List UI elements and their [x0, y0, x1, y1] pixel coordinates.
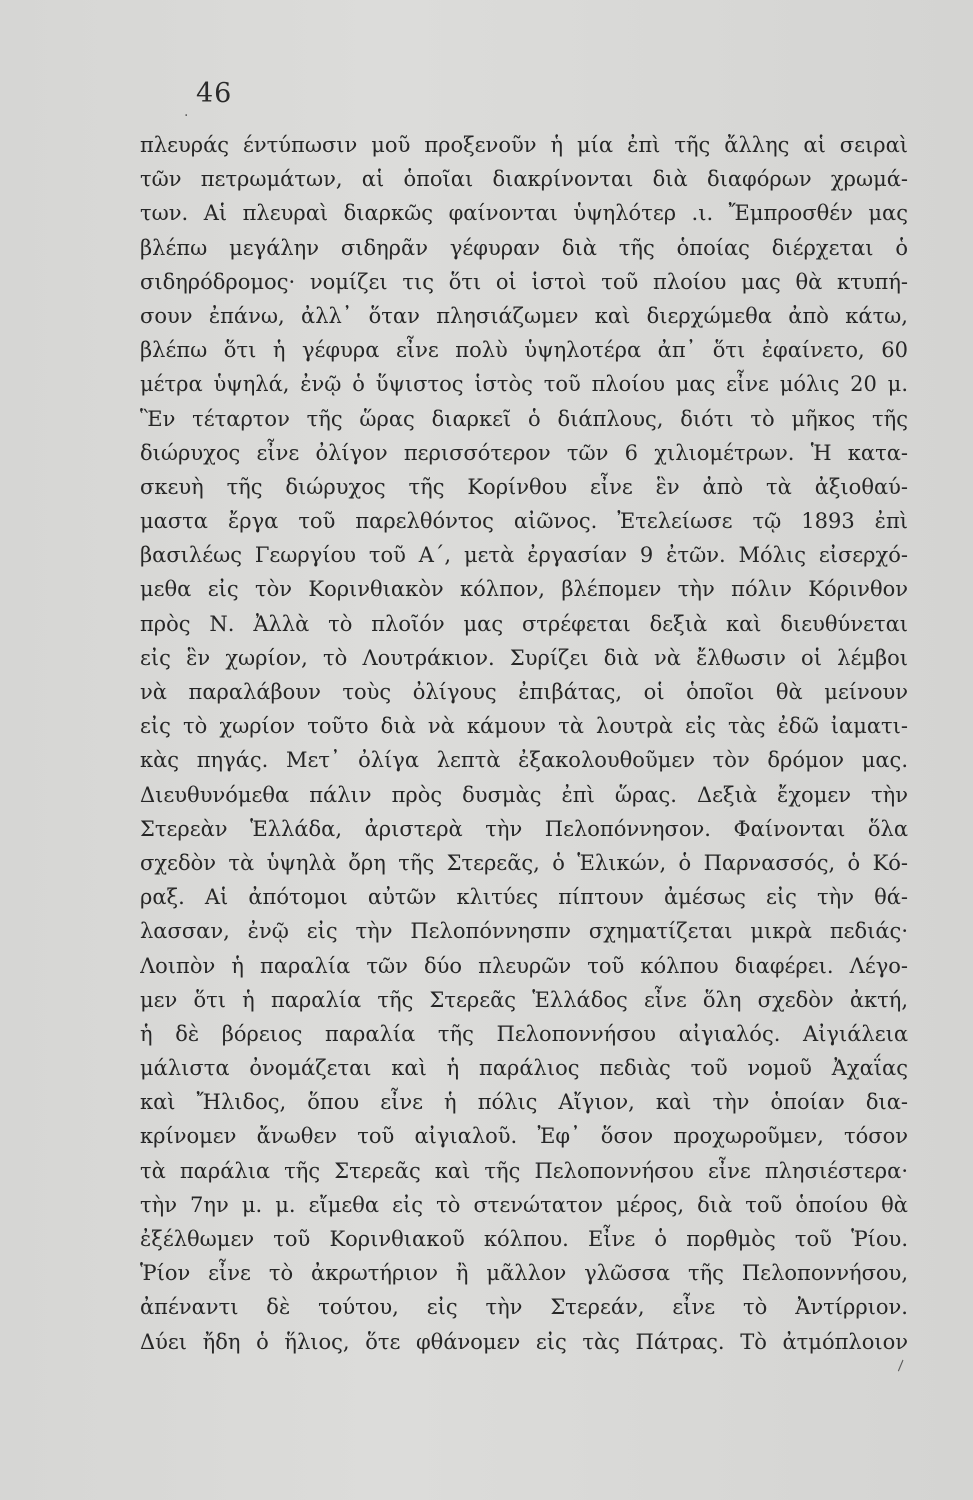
scan-speck: ·: [184, 108, 189, 124]
text-line: μεν ὅτι ἡ παραλία τῆς Στερεᾶς Ἑλλάδος εἶνε ὅλη σχεδὸν ἀκτή,: [140, 987, 908, 1012]
text-line: μάλιστα ὀνομάζεται καὶ ἡ παράλιος πεδιὰς τοῦ νομοῦ Ἀχαΐας: [140, 1056, 908, 1081]
text-line: βλέπω ὅτι ἡ γέφυρα εἶνε πολὺ ὑψηλοτέρα ἀπ᾽ ὅτι ἐφαίνετο, 60: [140, 338, 908, 363]
text-line: κὰς πηγάς. Μετ᾽ ὀλίγα λεπτὰ ἐξακολουθοῦμεν τὸν δρόμον μας.: [140, 748, 908, 773]
text-line: τὰ παράλια τῆς Στερεᾶς καὶ τῆς Πελοποννήσου εἶνε πλησιέστερα·: [140, 1158, 908, 1183]
text-line: ἀπέναντι δὲ τούτου, εἰς τὴν Στερεάν, εἶνε τὸ Ἀντίρριον.: [140, 1295, 908, 1320]
text-line: σχεδὸν τὰ ὑψηλὰ ὄρη τῆς Στερεᾶς, ὁ Ἑλικών, ὁ Παρνασσός, ὁ Κό-: [140, 850, 908, 875]
text-line: πρὸς Ν. Ἀλλὰ τὸ πλοῖόν μας στρέφεται δεξιὰ καὶ διευθύνεται: [140, 611, 908, 636]
text-line: βλέπω μεγάλην σιδηρᾶν γέφυραν διὰ τῆς ὁποίας διέρχεται ὁ: [140, 235, 908, 260]
text-line: κρίνομεν ἄνωθεν τοῦ αἰγιαλοῦ. Ἐφ᾽ ὅσον προχωροῦμεν, τόσον: [140, 1124, 908, 1149]
body-text: [140, 128, 908, 1359]
text-line: εἰς τὸ χωρίον τοῦτο διὰ νὰ κάμουν τὰ λουτρὰ εἰς τὰς ἐδῶ ἰαματι-: [140, 714, 908, 739]
page-number: 46: [196, 78, 233, 109]
text-line: βασιλέως Γεωργίου τοῦ Α΄, μετὰ ἐργασίαν 9 ἐτῶν. Μόλις εἰσερχό-: [140, 543, 908, 568]
text-line: Στερεὰν Ἑλλάδα, ἀριστερὰ τὴν Πελοπόννησον. Φαίνονται ὅλα: [140, 816, 908, 841]
scan-speck: \: [893, 1358, 908, 1374]
text-line: τὴν 7ην μ. μ. εἴμεθα εἰς τὸ στενώτατον μέρος, διὰ τοῦ ὁποίου θὰ: [140, 1192, 908, 1217]
text-line: σουν ἐπάνω, ἀλλ᾽ ὅταν πλησιάζωμεν καὶ διερχώμεθα ἀπὸ κάτω,: [140, 303, 908, 328]
text-line: μαστα ἔργα τοῦ παρελθόντος αἰῶνος. Ἐτελείωσε τῷ 1893 ἐπὶ: [140, 509, 908, 534]
text-line: εἰς ἓν χωρίον, τὸ Λουτράκιον. Συρίζει διὰ νὰ ἔλθωσιν οἱ λέμβοι: [140, 645, 908, 670]
text-line: ἡ δὲ βόρειος παραλία τῆς Πελοποννήσου αἰγιαλός. Αἰγιάλεια: [140, 1021, 908, 1046]
text-line: καὶ Ἤλιδος, ὅπου εἶνε ἡ πόλις Αἴγιον, καὶ τὴν ὁποίαν δια-: [140, 1090, 908, 1115]
text-line: λασσαν, ἐνῷ εἰς τὴν Πελοπόννησπν σχηματίζεται μικρὰ πεδιάς·: [140, 919, 908, 944]
text-line: Ῥίον εἶνε τὸ ἀκρωτήριον ἢ μᾶλλον γλῶσσα τῆς Πελοποννήσου,: [140, 1261, 908, 1286]
text-line: μεθα εἰς τὸν Κορινθιακὸν κόλπον, βλέπομεν τὴν πόλιν Κόρινθον: [140, 577, 908, 602]
text-line: σιδηρόδρομος· νομίζει τις ὅτι οἱ ἱστοὶ τοῦ πλοίου μας θὰ κτυπή-: [140, 269, 908, 294]
text-line: τῶν πετρωμάτων, αἱ ὁποῖαι διακρίνονται διὰ διαφόρων χρωμά-: [140, 167, 908, 192]
text-line: Λοιπὸν ἡ παραλία τῶν δύο πλευρῶν τοῦ κόλπου διαφέρει. Λέγο-: [140, 953, 908, 978]
text-line: Ἓν τέταρτον τῆς ὥρας διαρκεῖ ὁ διάπλους, διότι τὸ μῆκος τῆς: [140, 406, 908, 431]
text-line: μέτρα ὑψηλά, ἐνῷ ὁ ὕψιστος ἱστὸς τοῦ πλοίου μας εἶνε μόλις 20 μ.: [140, 372, 908, 397]
text-line: νὰ παραλάβουν τοὺς ὀλίγους ἐπιβάτας, οἱ ὁποῖοι θὰ μείνουν: [140, 680, 908, 704]
text-line: Δύει ἤδη ὁ ἥλιος, ὅτε φθάνομεν εἰς τὰς Πάτρας. Τὸ ἀτμόπλοιον: [140, 1329, 908, 1354]
text-line: πλευράς έντύπωσιν μοῦ προξενοῦν ἡ μία ἐπὶ τῆς ἄλλης αἱ σειραὶ: [140, 133, 908, 157]
text-line: ραξ. Αἱ ἀπότομοι αὐτῶν κλιτύες πίπτουν ἀμέσως εἰς τὴν θά-: [140, 885, 908, 910]
text-line: των. Αἱ πλευραὶ διαρκῶς φαίνονται ὑψηλότερ .ι. Ἔμπροσθέν μας: [140, 201, 908, 226]
text-line: διώρυχος εἶνε ὀλίγον περισσότερον τῶν 6 χιλιομέτρων. Ἡ κατα-: [140, 440, 908, 465]
text-line: ἐξέλθωμεν τοῦ Κορινθιακοῦ κόλπου. Εἶνε ὁ πορθμὸς τοῦ Ῥίου.: [140, 1227, 908, 1251]
text-line: σκευὴ τῆς διώρυχος τῆς Κορίνθου εἶνε ἓν ἀπὸ τὰ ἀξιοθαύ-: [140, 474, 908, 499]
text-line: Διευθυνόμεθα πάλιν πρὸς δυσμὰς ἐπὶ ὥρας. Δεξιὰ ἔχομεν τὴν: [140, 782, 908, 807]
